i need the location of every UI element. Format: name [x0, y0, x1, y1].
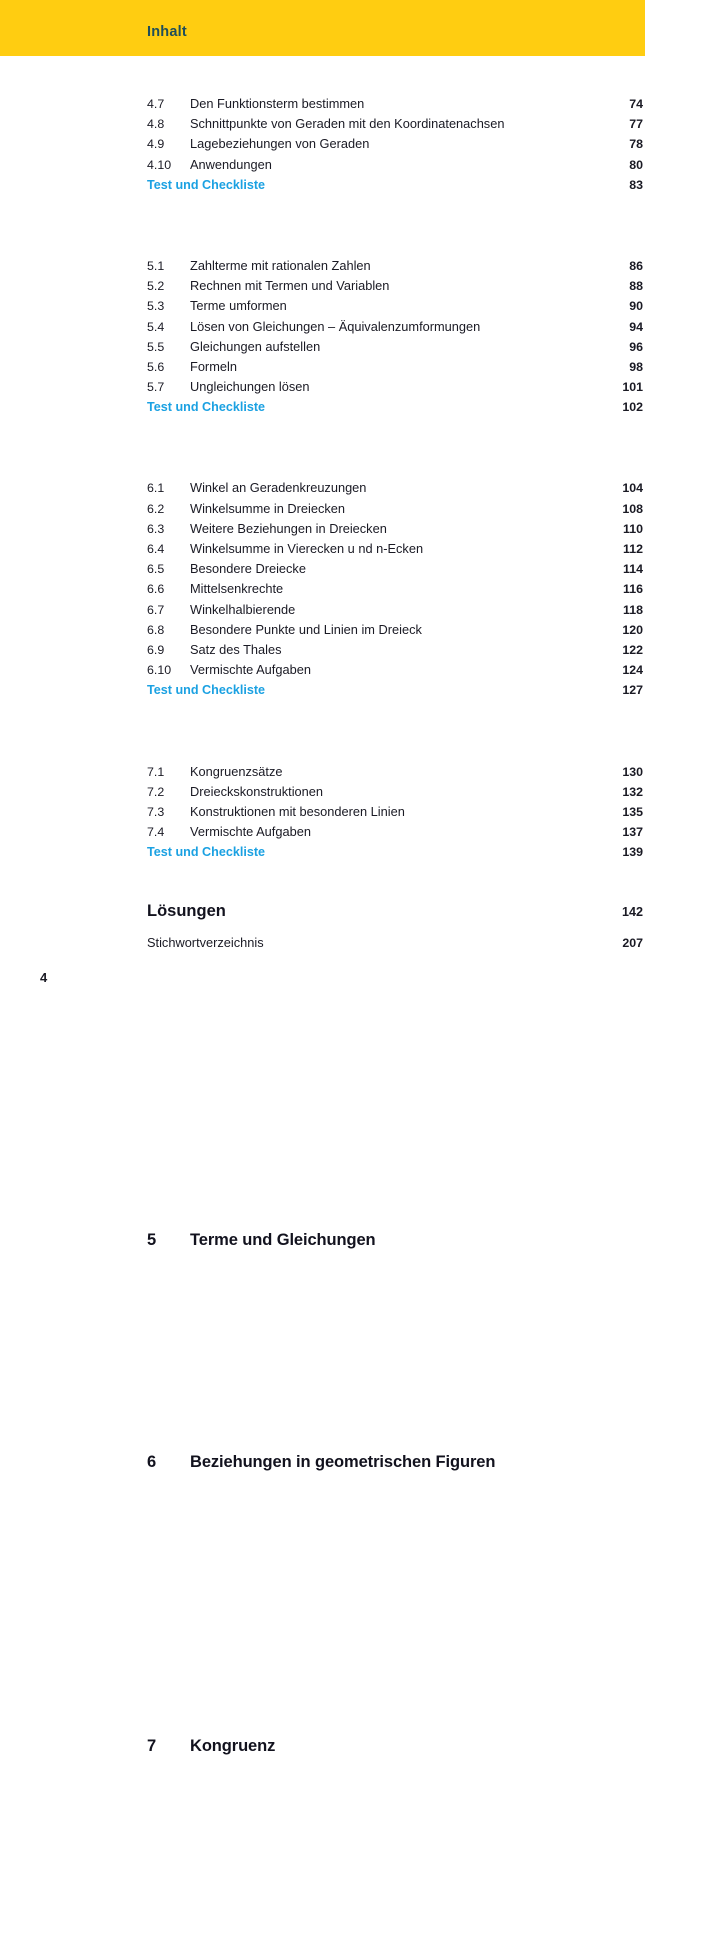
entry-number: 6.3 [147, 521, 165, 536]
entry-number: 6.5 [147, 562, 165, 577]
entry-page-number: 120 [597, 620, 643, 1640]
test-page-number: 102 [597, 397, 643, 1417]
entry-title: Lagebeziehungen von Geraden [190, 136, 370, 152]
entry-number: 5.7 [147, 380, 165, 395]
entry-title: Weitere Beziehungen in Dreiecken [190, 520, 387, 536]
toc-entry-row[interactable] [147, 822, 643, 842]
test-checklist-label: Test und Checkliste [147, 683, 266, 698]
entry-title: Lösen von Gleichungen – Äquivalenzumformungen [190, 318, 481, 334]
entry-number: 6.1 [147, 481, 165, 496]
entry-page-number: 135 [597, 802, 643, 1822]
toc-entry-row[interactable] [147, 559, 643, 579]
toc-entry-row[interactable] [147, 519, 643, 539]
entry-number: 6.4 [147, 542, 165, 556]
entry-number: 6.2 [147, 501, 165, 516]
backmatter-title: Lösungen [147, 902, 226, 921]
toc-group-chapter-4-tail [147, 94, 643, 195]
entry-page-number: 78 [597, 134, 643, 1154]
entry-page-number: 94 [597, 317, 643, 1337]
toc-entry-row[interactable] [147, 317, 643, 337]
entry-title: Kongruenzsätze [190, 763, 283, 779]
test-page-number: 83 [597, 175, 643, 1195]
entry-title: Den Funktionsterm bestimmen [190, 96, 365, 111]
test-page-number: 139 [597, 842, 643, 1862]
backmatter-page-number: 207 [597, 933, 643, 1953]
toc-entry-row[interactable] [147, 539, 643, 559]
entry-title: Vermischte Aufgaben [190, 662, 311, 678]
entry-title: Konstruktionen mit besonderen Linien [190, 803, 405, 819]
entry-page-number: 124 [597, 660, 643, 1680]
test-page-number: 127 [597, 680, 643, 1700]
entry-title: Vermischte Aufgaben [190, 824, 311, 840]
entry-title: Winkelhalbierende [190, 601, 296, 617]
toc-entry-row[interactable] [147, 620, 643, 640]
backmatter-heading-row[interactable] [147, 896, 643, 926]
toc-entry-row[interactable] [147, 660, 643, 680]
entry-page-number: 116 [597, 579, 643, 1599]
toc-entry-row[interactable] [147, 377, 643, 397]
entry-title: Besondere Punkte und Linien im Dreieck [190, 621, 422, 637]
entry-page-number: 132 [597, 782, 643, 1802]
toc-group-backmatter [147, 896, 643, 953]
entry-title: Winkel an Geradenkreuzungen [190, 480, 367, 496]
folio-page-number: 4 [40, 970, 48, 985]
entry-title: Dreieckskonstruktionen [190, 783, 324, 799]
entry-title: Satz des Thales [190, 641, 282, 657]
entry-number: 4.8 [147, 117, 165, 132]
entry-number: 4.10 [147, 157, 172, 172]
entry-page-number: 77 [597, 114, 643, 1134]
entry-page-number: 88 [597, 276, 643, 1296]
entry-number: 7.4 [147, 825, 165, 840]
test-checklist-row[interactable] [147, 397, 643, 417]
backmatter-entry-row[interactable] [147, 933, 643, 953]
entry-title: Anwendungen [190, 156, 272, 172]
test-checklist-row[interactable] [147, 842, 643, 862]
toc-entry-row[interactable] [147, 579, 643, 599]
page-title: Inhalt [147, 24, 187, 40]
toc-entry-row[interactable] [147, 296, 643, 316]
entry-title: Gleichungen aufstellen [190, 338, 321, 354]
chapter-title: Beziehungen in geometrischen Figuren [190, 1453, 496, 1472]
test-checklist-label: Test und Checkliste [147, 177, 266, 192]
backmatter-title: Stichwortverzeichnis [147, 935, 264, 951]
test-checklist-label: Test und Checkliste [147, 845, 266, 860]
toc-entry-row[interactable] [147, 94, 643, 114]
test-checklist-row[interactable] [147, 175, 643, 195]
chapter-number: 6 [147, 1453, 157, 1472]
entry-page-number: 80 [597, 155, 643, 1175]
entry-number: 5.4 [147, 319, 165, 334]
toc-entry-row[interactable] [147, 802, 643, 822]
backmatter-page-number: 142 [597, 897, 643, 1917]
entry-page-number: 98 [597, 357, 643, 1377]
header-band [0, 0, 645, 56]
entry-number: 5.2 [147, 279, 165, 294]
entry-page-number: 90 [597, 296, 643, 1316]
entry-page-number: 130 [597, 762, 643, 1782]
entry-number: 7.2 [147, 784, 165, 799]
entry-page-number: 137 [597, 822, 643, 1842]
toc-entry-row[interactable] [147, 762, 643, 782]
chapter-title: Kongruenz [190, 1736, 276, 1755]
entry-title: Formeln [190, 358, 237, 374]
test-checklist-label: Test und Checkliste [147, 400, 266, 415]
entry-title: Besondere Dreiecke [190, 561, 306, 577]
toc-entry-row[interactable] [147, 276, 643, 296]
entry-page-number: 104 [597, 478, 643, 1498]
entry-page-number: 114 [597, 559, 643, 1579]
entry-title: Mittelsenkrechte [190, 581, 284, 597]
toc-entry-row[interactable] [147, 782, 643, 802]
entry-title: Zahlterme mit rationalen Zahlen [190, 257, 371, 273]
entry-page-number: 96 [597, 337, 643, 1357]
entry-number: 6.8 [147, 622, 165, 637]
entry-page-number: 112 [597, 539, 643, 1559]
entry-page-number: 108 [597, 499, 643, 1519]
chapter-number: 7 [147, 1736, 157, 1755]
entry-page-number: 86 [597, 256, 643, 1276]
toc-entry-row[interactable] [147, 114, 643, 134]
entry-number: 5.3 [147, 299, 165, 314]
entry-number: 6.6 [147, 582, 165, 597]
entry-number: 4.7 [147, 97, 165, 111]
toc-entry-row[interactable] [147, 600, 643, 620]
entry-title: Ungleichungen lösen [190, 379, 310, 395]
entry-number: 6.7 [147, 602, 165, 617]
toc-entry-row[interactable] [147, 256, 643, 276]
toc-entry-row[interactable] [147, 134, 643, 154]
entry-number: 5.6 [147, 359, 165, 374]
toc-entry-row[interactable] [147, 337, 643, 357]
entry-title: Schnittpunkte von Geraden mit den Koordinatenachsen [190, 116, 505, 132]
entry-page-number: 110 [597, 519, 643, 1539]
toc-entry-row[interactable] [147, 640, 643, 660]
entry-title: Rechnen mit Termen und Variablen [190, 278, 390, 294]
chapter-title: Terme und Gleichungen [190, 1230, 376, 1249]
test-checklist-row[interactable] [147, 680, 643, 700]
entry-title: Winkelsumme in Dreiecken [190, 500, 346, 516]
toc-entry-row[interactable] [147, 499, 643, 519]
entry-number: 7.3 [147, 804, 165, 819]
entry-page-number: 118 [597, 600, 643, 1620]
entry-page-number: 74 [597, 94, 643, 1114]
table-of-contents [147, 94, 643, 1755]
chapter-number: 5 [147, 1230, 157, 1249]
entry-title: Terme umformen [190, 298, 287, 314]
entry-number: 5.5 [147, 339, 165, 354]
entry-number: 6.10 [147, 663, 172, 678]
entry-number: 4.9 [147, 137, 165, 152]
entry-number: 5.1 [147, 258, 165, 273]
entry-page-number: 101 [597, 377, 643, 1397]
toc-entry-row[interactable] [147, 478, 643, 498]
toc-entry-row[interactable] [147, 155, 643, 175]
toc-entry-row[interactable] [147, 357, 643, 377]
entry-number: 7.1 [147, 764, 165, 779]
entry-number: 6.9 [147, 642, 165, 657]
entry-page-number: 122 [597, 640, 643, 1660]
entry-title: Winkelsumme in Vierecken u nd n-Ecken [190, 541, 424, 556]
